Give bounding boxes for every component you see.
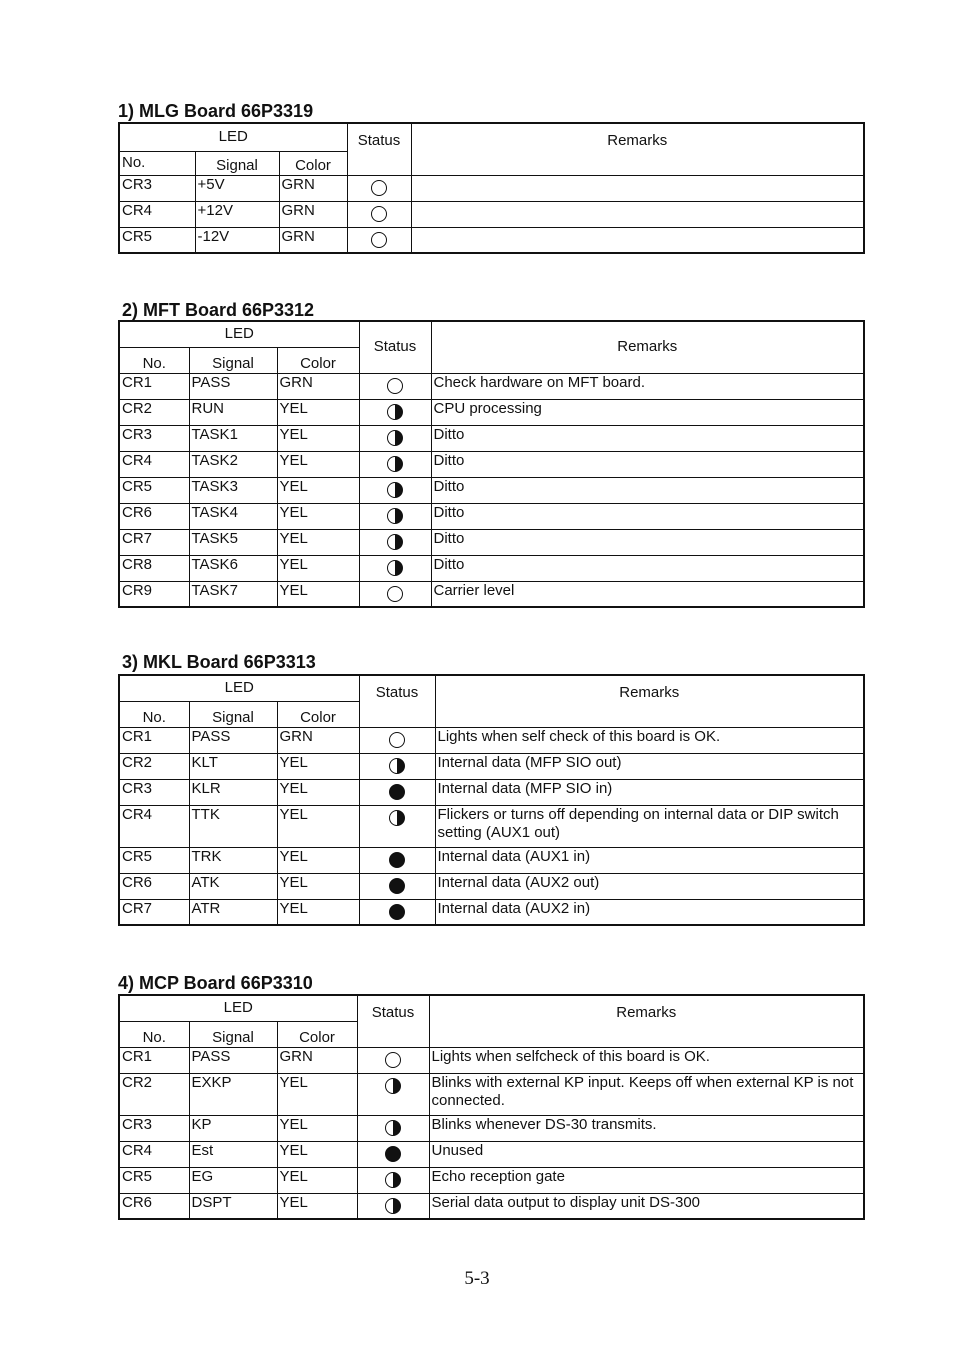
signal-name: TASK6 [189,555,277,581]
table-row [119,175,864,201]
led-off-icon [371,206,387,222]
remarks-header: Remarks [429,995,864,1047]
led-color: GRN [279,201,347,227]
signal-name: TTK [189,805,277,847]
table-row [119,373,864,399]
led-color: YEL [277,1167,357,1193]
status-cell [347,201,411,227]
status-cell [359,399,431,425]
remarks-cell [411,227,864,253]
remarks-cell: Internal data (AUX2 out) [435,873,864,899]
status-header: Status [347,123,411,175]
status-cell [359,373,431,399]
remarks-cell: Check hardware on MFT board. [431,373,864,399]
led-blink-icon [385,1198,401,1214]
led-blink-icon [389,810,405,826]
led-blink-icon [387,560,403,576]
signal-name: KLT [189,753,277,779]
signal-header: Signal [189,701,277,727]
led-color: YEL [277,1141,357,1167]
led-off-icon [389,732,405,748]
status-header: Status [357,995,429,1047]
led-color: YEL [277,529,359,555]
no-header: No. [119,1021,189,1047]
led-off-icon [385,1052,401,1068]
remarks-header: Remarks [411,123,864,175]
table-row [119,1115,864,1141]
led-color: YEL [277,779,359,805]
status-cell [347,175,411,201]
remarks-cell: Internal data (MFP SIO in) [435,779,864,805]
led-on-icon [389,852,405,868]
status-cell [357,1047,429,1073]
remarks-cell: Internal data (AUX2 in) [435,899,864,925]
table-row [119,503,864,529]
led-header: LED [119,995,357,1021]
led-number: CR2 [119,1073,189,1115]
section-title: 4) MCP Board 66P3310 [118,973,313,993]
remarks-cell: Ditto [431,425,864,451]
status-cell [359,425,431,451]
led-number: CR4 [119,201,195,227]
led-number: CR3 [119,175,195,201]
status-cell [357,1167,429,1193]
led-number: CR6 [119,873,189,899]
status-cell [359,727,435,753]
signal-name: TASK2 [189,451,277,477]
status-cell [357,1193,429,1219]
status-cell [359,779,435,805]
led-table [118,994,865,1220]
led-color: YEL [277,581,359,607]
signal-name: PASS [189,373,277,399]
table-row [119,1141,864,1167]
table-row [119,753,864,779]
led-number: CR2 [119,399,189,425]
led-blink-icon [387,508,403,524]
led-color: YEL [277,451,359,477]
table-row [119,899,864,925]
status-cell [359,805,435,847]
led-color: GRN [277,1047,357,1073]
remarks-cell: Lights when selfcheck of this board is OK. [429,1047,864,1073]
remarks-cell: Ditto [431,477,864,503]
no-header: No. [119,701,189,727]
remarks-header: Remarks [431,321,864,373]
signal-header: Signal [189,347,277,373]
status-cell [359,555,431,581]
remarks-cell: CPU processing [431,399,864,425]
section-title: 3) MKL Board 66P3313 [122,652,316,672]
section-title: 2) MFT Board 66P3312 [122,300,315,320]
status-cell [359,451,431,477]
led-table [118,320,865,608]
status-header: Status [359,321,431,373]
led-color: YEL [277,477,359,503]
table-row [119,873,864,899]
led-color: YEL [277,847,359,873]
remarks-cell [411,175,864,201]
led-blink-icon [387,404,403,420]
section-title: 1) MLG Board 66P3319 [118,101,314,121]
led-number: CR5 [119,477,189,503]
led-blink-icon [389,758,405,774]
led-off-icon [387,586,403,602]
led-number: CR6 [119,503,189,529]
status-cell [359,503,431,529]
led-color: YEL [277,753,359,779]
signal-name: TASK3 [189,477,277,503]
remarks-cell: Ditto [431,529,864,555]
led-blink-icon [387,534,403,550]
led-color: YEL [277,873,359,899]
status-cell [357,1141,429,1167]
signal-name: TASK4 [189,503,277,529]
color-header: Color [277,347,359,373]
signal-name: KP [189,1115,277,1141]
led-number: CR5 [119,227,195,253]
table-row [119,581,864,607]
signal-name: RUN [189,399,277,425]
remarks-cell: Echo reception gate [429,1167,864,1193]
led-color: GRN [277,727,359,753]
signal-name: ATR [189,899,277,925]
led-number: CR5 [119,1167,189,1193]
led-color: YEL [277,425,359,451]
signal-name: TASK5 [189,529,277,555]
led-number: CR1 [119,1047,189,1073]
signal-name: PASS [189,1047,277,1073]
led-number: CR4 [119,1141,189,1167]
led-color: YEL [277,555,359,581]
led-number: CR6 [119,1193,189,1219]
color-header: Color [277,701,359,727]
led-table [118,122,865,254]
table-row [119,425,864,451]
remarks-cell: Carrier level [431,581,864,607]
table-row [119,227,864,253]
led-color: YEL [277,899,359,925]
table-row [119,399,864,425]
signal-name: KLR [189,779,277,805]
remarks-cell: Flickers or turns off depending on internal data or DIP switch setting (AUX1 out) [435,805,864,847]
status-cell [359,477,431,503]
status-header: Status [359,675,435,727]
led-off-icon [371,232,387,248]
remarks-header: Remarks [435,675,864,727]
table-row [119,529,864,555]
page-number: 5-3 [464,1268,490,1289]
signal-name: +5V [195,175,279,201]
color-header: Color [277,1021,357,1047]
remarks-cell: Serial data output to display unit DS-300 [429,1193,864,1219]
remarks-cell: Internal data (MFP SIO out) [435,753,864,779]
led-table [118,674,865,926]
status-cell [359,581,431,607]
status-cell [357,1115,429,1141]
status-cell [359,753,435,779]
led-number: CR1 [119,373,189,399]
signal-name: +12V [195,201,279,227]
table-row [119,805,864,847]
led-number: CR5 [119,847,189,873]
table-row [119,451,864,477]
table-row [119,779,864,805]
led-blink-icon [387,430,403,446]
led-blink-icon [385,1172,401,1188]
led-on-icon [385,1146,401,1162]
status-cell [357,1073,429,1115]
remarks-cell [411,201,864,227]
led-number: CR9 [119,581,189,607]
led-color: YEL [277,399,359,425]
led-blink-icon [387,456,403,472]
status-cell [359,873,435,899]
signal-name: EXKP [189,1073,277,1115]
remarks-cell: Ditto [431,555,864,581]
led-on-icon [389,904,405,920]
led-number: CR7 [119,529,189,555]
signal-name: -12V [195,227,279,253]
table-row [119,555,864,581]
led-color: GRN [279,227,347,253]
table-row [119,1047,864,1073]
led-number: CR3 [119,779,189,805]
table-row [119,1167,864,1193]
led-number: CR4 [119,451,189,477]
led-color: YEL [277,1073,357,1115]
remarks-cell: Unused [429,1141,864,1167]
signal-header: Signal [195,151,279,175]
table-row [119,727,864,753]
table-row [119,201,864,227]
signal-name: TASK7 [189,581,277,607]
signal-name: TRK [189,847,277,873]
signal-name: DSPT [189,1193,277,1219]
led-number: CR3 [119,1115,189,1141]
signal-name: TASK1 [189,425,277,451]
status-cell [359,529,431,555]
led-on-icon [389,784,405,800]
remarks-cell: Ditto [431,503,864,529]
signal-header: Signal [189,1021,277,1047]
remarks-cell: Blinks with external KP input. Keeps off when external KP is not connected. [429,1073,864,1115]
led-off-icon [371,180,387,196]
signal-name: Est [189,1141,277,1167]
led-blink-icon [385,1120,401,1136]
led-number: CR3 [119,425,189,451]
status-cell [359,847,435,873]
signal-name: EG [189,1167,277,1193]
table-row [119,1193,864,1219]
table-row [119,847,864,873]
remarks-cell: Internal data (AUX1 in) [435,847,864,873]
led-color: YEL [277,503,359,529]
remarks-cell: Blinks whenever DS-30 transmits. [429,1115,864,1141]
signal-name: PASS [189,727,277,753]
color-header: Color [279,151,347,175]
led-blink-icon [385,1078,401,1094]
led-color: YEL [277,805,359,847]
led-number: CR1 [119,727,189,753]
led-header: LED [119,321,359,347]
led-color: YEL [277,1193,357,1219]
led-number: CR7 [119,899,189,925]
led-color: YEL [277,1115,357,1141]
table-row [119,477,864,503]
remarks-cell: Lights when self check of this board is OK. [435,727,864,753]
led-number: CR2 [119,753,189,779]
status-cell [347,227,411,253]
signal-name: ATK [189,873,277,899]
led-color: GRN [277,373,359,399]
led-number: CR4 [119,805,189,847]
no-header: No. [119,151,195,175]
led-off-icon [387,378,403,394]
led-blink-icon [387,482,403,498]
no-header: No. [119,347,189,373]
status-cell [359,899,435,925]
led-color: GRN [279,175,347,201]
led-header: LED [119,675,359,701]
led-header: LED [119,123,347,151]
led-number: CR8 [119,555,189,581]
table-row [119,1073,864,1115]
remarks-cell: Ditto [431,451,864,477]
led-on-icon [389,878,405,894]
